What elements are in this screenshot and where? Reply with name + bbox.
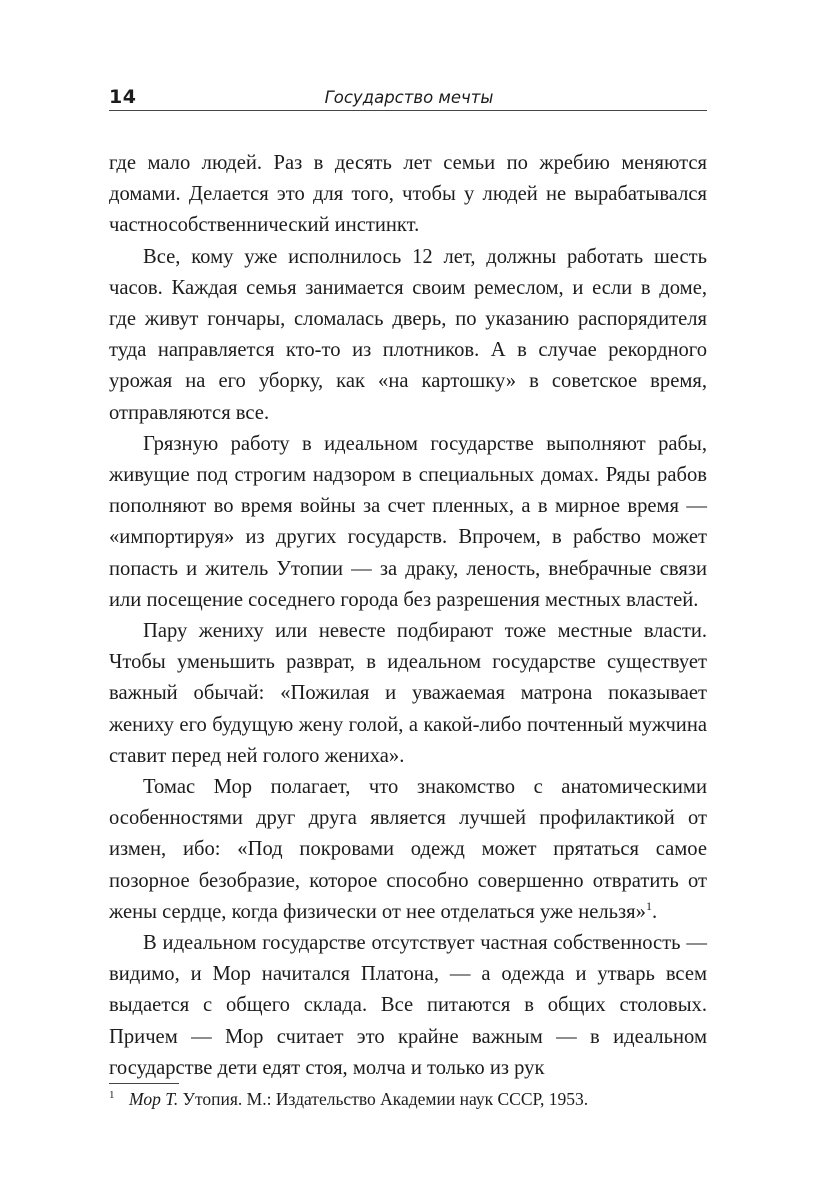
- paragraph: В идеальном государстве отсутствует частная собственность — видимо, и Мор начитался Платона, — а одежда и утварь всем выдается с общего склада. Все питаются в общих столовых. Причем — Мор считает это крайне важным — в идеальном государстве дети едят стоя, молча и только из рук: [109, 932, 707, 1079]
- header-divider: [109, 110, 707, 111]
- footnote: 1 Мор Т. Утопия. М.: Издательство Академии наук СССР, 1953.: [109, 1089, 589, 1109]
- running-title: Государство мечты: [324, 88, 494, 107]
- footnote-divider: [109, 1083, 179, 1084]
- body-text: [109, 148, 707, 1084]
- paragraph: где мало людей. Раз в десять лет семьи по жребию меняются домами. Делается это для того, чтобы у людей не вырабатывался частнособственнический инстинкт.: [109, 152, 707, 237]
- paragraph-end-period: .: [651, 900, 658, 923]
- paragraph: Пару жениху или невесте подбирают тоже местные власти. Чтобы уменьшить разврат, в идеальном государстве существует важный обычай: «Пожилая и уважаемая матрона показывает жениху его будущую жену голой, а какой-либо почтенный мужчина ставит перед ней голого жениха».: [109, 620, 707, 767]
- footnote-text: Утопия. М.: Издательство Академии наук СССР, 1953.: [178, 1089, 589, 1109]
- paragraph: Все, кому уже исполнилось 12 лет, должны работать шесть часов. Каждая семья занимается своим ремеслом, и если в доме, где живут гончары, сломалась дверь, по указанию распорядителя туда направляется кто-то из плотников. А в случае рекордного урожая на его уборку, как «на картошку» в советское время, отправляются все.: [109, 245, 707, 424]
- footnote-author: Мор Т.: [129, 1089, 179, 1109]
- paragraph-with-footnote: [109, 772, 707, 928]
- paragraph: Грязную работу в идеальном государстве выполняют рабы, живущие под строгим надзором в специальных домах. Ряды рабов пополняют во время войны за счет пленных, а в мирное время — «импортируя» из других государств. Впрочем, в рабство может попасть и житель Утопии — за драку, леность, внебрачные связи или посещение соседнего города без разрешения местных властей.: [109, 432, 707, 611]
- footnote-reference[interactable]: 1: [645, 899, 652, 914]
- page-number: 14: [109, 86, 137, 108]
- paragraph-text: Томас Мор полагает, что знакомство с анатомическими особенностями друг друга является лучшей профилактикой от измен, ибо: «Под покровами одежд может прятаться самое позорное безобразие, которое способно совершенно отвратить от жены сердце, когда физически от нее отделаться уже нельзя»: [109, 776, 707, 923]
